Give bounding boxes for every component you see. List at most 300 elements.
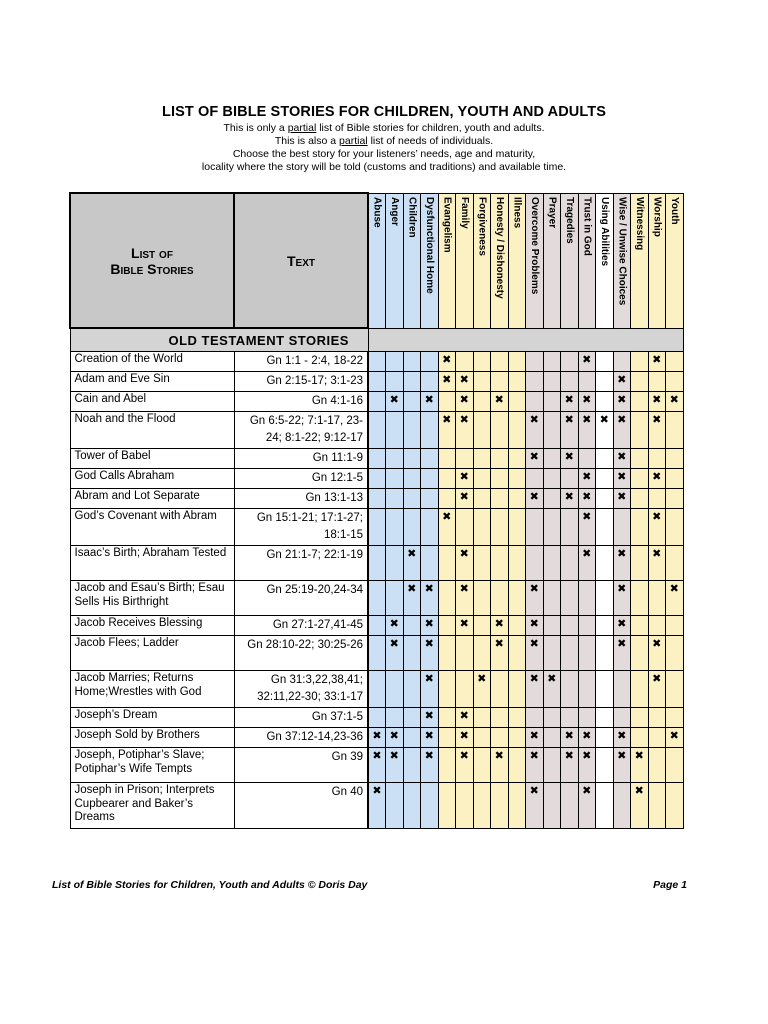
check-mark-icon: ✖ [421, 636, 439, 671]
mark-cell [368, 469, 386, 489]
story-title: Jacob Receives Blessing [70, 616, 234, 636]
mark-cell [561, 616, 579, 636]
mark-cell [386, 581, 404, 616]
check-mark-icon: ✖ [368, 783, 386, 829]
mark-cell [526, 352, 544, 372]
mark-cell [421, 449, 439, 469]
check-mark-icon: ✖ [561, 449, 579, 469]
mark-cell [491, 412, 509, 449]
mark-cell [403, 449, 421, 469]
mark-cell [473, 636, 491, 671]
mark-cell [578, 671, 596, 708]
mark-cell [666, 469, 684, 489]
mark-cell [508, 636, 526, 671]
column-header: Family [456, 193, 474, 328]
mark-cell [543, 489, 561, 509]
mark-cell [473, 581, 491, 616]
check-mark-icon: ✖ [648, 469, 666, 489]
story-title: Cain and Abel [70, 392, 234, 412]
mark-cell [508, 671, 526, 708]
mark-cell [508, 372, 526, 392]
check-mark-icon: ✖ [561, 412, 579, 449]
mark-cell [473, 546, 491, 581]
mark-cell [368, 489, 386, 509]
check-mark-icon: ✖ [386, 728, 404, 748]
scripture-reference: Gn 39 [234, 748, 368, 783]
text-header: Text [234, 193, 368, 328]
check-mark-icon: ✖ [648, 671, 666, 708]
check-mark-icon: ✖ [613, 616, 631, 636]
column-header: Trust in God [578, 193, 596, 328]
mark-cell [456, 352, 474, 372]
mark-cell [561, 509, 579, 546]
check-mark-icon: ✖ [526, 489, 544, 509]
check-mark-icon: ✖ [421, 748, 439, 783]
mark-cell [631, 708, 649, 728]
mark-cell [386, 671, 404, 708]
mark-cell [543, 352, 561, 372]
check-mark-icon: ✖ [438, 352, 456, 372]
mark-cell [403, 372, 421, 392]
scripture-reference: Gn 27:1-27,41-45 [234, 616, 368, 636]
check-mark-icon: ✖ [368, 728, 386, 748]
check-mark-icon: ✖ [613, 469, 631, 489]
mark-cell [368, 509, 386, 546]
mark-cell [508, 546, 526, 581]
check-mark-icon: ✖ [578, 509, 596, 546]
column-header: Youth [666, 193, 684, 328]
story-title: God’s Covenant with Abram [70, 509, 234, 546]
table-row [70, 581, 683, 616]
mark-cell [596, 392, 614, 412]
table-header-row [70, 193, 683, 328]
check-mark-icon: ✖ [648, 546, 666, 581]
mark-cell [526, 708, 544, 728]
mark-cell [596, 489, 614, 509]
list-header: List of Bible Stories [70, 193, 234, 328]
mark-cell [666, 783, 684, 829]
check-mark-icon: ✖ [526, 449, 544, 469]
mark-cell [368, 372, 386, 392]
scripture-reference: Gn 15:1-21; 17:1-27; 18:1-15 [234, 509, 368, 546]
check-mark-icon: ✖ [386, 392, 404, 412]
mark-cell [368, 636, 386, 671]
section-label: OLD TESTAMENT STORIES [70, 328, 368, 352]
mark-cell [438, 581, 456, 616]
scripture-reference: Gn 40 [234, 783, 368, 829]
mark-cell [403, 392, 421, 412]
check-mark-icon: ✖ [578, 489, 596, 509]
mark-cell [491, 372, 509, 392]
check-mark-icon: ✖ [526, 636, 544, 671]
mark-cell [631, 509, 649, 546]
mark-cell [561, 581, 579, 616]
table-row [70, 489, 683, 509]
check-mark-icon: ✖ [526, 748, 544, 783]
mark-cell [561, 372, 579, 392]
check-mark-icon: ✖ [578, 748, 596, 783]
mark-cell [631, 352, 649, 372]
mark-cell [596, 616, 614, 636]
table-row [70, 546, 683, 581]
check-mark-icon: ✖ [648, 352, 666, 372]
page-footer [52, 879, 687, 891]
check-mark-icon: ✖ [403, 546, 421, 581]
mark-cell [473, 372, 491, 392]
check-mark-icon: ✖ [491, 392, 509, 412]
check-mark-icon: ✖ [386, 748, 404, 783]
mark-cell [421, 783, 439, 829]
subtitle-line-3: Choose the best story for your listeners’ needs, age and maturity, [232, 148, 536, 160]
table-row [70, 636, 683, 671]
check-mark-icon: ✖ [526, 728, 544, 748]
mark-cell [596, 636, 614, 671]
mark-cell [596, 671, 614, 708]
mark-cell [403, 509, 421, 546]
mark-cell [631, 546, 649, 581]
mark-cell [526, 469, 544, 489]
story-title: Tower of Babel [70, 449, 234, 469]
mark-cell [578, 636, 596, 671]
mark-cell [543, 469, 561, 489]
scripture-reference: Gn 31:3,22,38,41; 32:11,22-30; 33:1-17 [234, 671, 368, 708]
mark-cell [631, 489, 649, 509]
mark-cell [613, 671, 631, 708]
story-title: Jacob Flees; Ladder [70, 636, 234, 671]
mark-cell [543, 728, 561, 748]
check-mark-icon: ✖ [648, 636, 666, 671]
mark-cell [666, 449, 684, 469]
check-mark-icon: ✖ [596, 412, 614, 449]
check-mark-icon: ✖ [526, 412, 544, 449]
mark-cell [526, 509, 544, 546]
mark-cell [508, 469, 526, 489]
column-header: Wise / Unwise Choices [613, 193, 631, 328]
check-mark-icon: ✖ [578, 392, 596, 412]
mark-cell [508, 748, 526, 783]
mark-cell [596, 708, 614, 728]
table-row [70, 412, 683, 449]
mark-cell [508, 392, 526, 412]
mark-cell [421, 372, 439, 392]
check-mark-icon: ✖ [578, 783, 596, 829]
check-mark-icon: ✖ [578, 412, 596, 449]
check-mark-icon: ✖ [456, 581, 474, 616]
page-number: Page 1 [653, 879, 687, 891]
check-mark-icon: ✖ [526, 671, 544, 708]
story-title: Jacob Marries; Returns Home;Wrestles with God [70, 671, 234, 708]
mark-cell [666, 748, 684, 783]
mark-cell [631, 392, 649, 412]
mark-cell [368, 708, 386, 728]
footer-text: List of Bible Stories for Children, Youth and Adults © Doris Day [52, 879, 368, 891]
scripture-reference: Gn 4:1-16 [234, 392, 368, 412]
check-mark-icon: ✖ [648, 412, 666, 449]
column-header: Evangelism [438, 193, 456, 328]
mark-cell [473, 469, 491, 489]
mark-cell [368, 352, 386, 372]
mark-cell [543, 636, 561, 671]
mark-cell [666, 352, 684, 372]
mark-cell [613, 509, 631, 546]
check-mark-icon: ✖ [456, 546, 474, 581]
check-mark-icon: ✖ [438, 509, 456, 546]
mark-cell [561, 671, 579, 708]
check-mark-icon: ✖ [666, 392, 684, 412]
page-title: LIST OF BIBLE STORIES FOR CHILDREN, YOUTH AND ADULTS [162, 104, 606, 120]
mark-cell [596, 469, 614, 489]
check-mark-icon: ✖ [386, 636, 404, 671]
mark-cell [491, 352, 509, 372]
check-mark-icon: ✖ [456, 489, 474, 509]
check-mark-icon: ✖ [438, 372, 456, 392]
story-title: Joseph’s Dream [70, 708, 234, 728]
check-mark-icon: ✖ [386, 616, 404, 636]
mark-cell [438, 708, 456, 728]
mark-cell [438, 636, 456, 671]
mark-cell [473, 616, 491, 636]
check-mark-icon: ✖ [526, 581, 544, 616]
mark-cell [543, 449, 561, 469]
subtitle [0, 122, 768, 174]
story-title: Joseph Sold by Brothers [70, 728, 234, 748]
mark-cell [543, 392, 561, 412]
mark-cell [543, 616, 561, 636]
check-mark-icon: ✖ [456, 392, 474, 412]
mark-cell [596, 748, 614, 783]
check-mark-icon: ✖ [456, 469, 474, 489]
check-mark-icon: ✖ [561, 489, 579, 509]
mark-cell [526, 546, 544, 581]
mark-cell [508, 616, 526, 636]
mark-cell [491, 581, 509, 616]
mark-cell [543, 546, 561, 581]
mark-cell [491, 783, 509, 829]
check-mark-icon: ✖ [613, 392, 631, 412]
check-mark-icon: ✖ [491, 636, 509, 671]
mark-cell [386, 783, 404, 829]
mark-cell [403, 489, 421, 509]
check-mark-icon: ✖ [648, 392, 666, 412]
mark-cell [666, 489, 684, 509]
column-header: Worship [648, 193, 666, 328]
mark-cell [421, 352, 439, 372]
check-mark-icon: ✖ [456, 748, 474, 783]
check-mark-icon: ✖ [613, 728, 631, 748]
mark-cell [491, 449, 509, 469]
mark-cell [631, 372, 649, 392]
mark-cell [508, 352, 526, 372]
story-title: Creation of the World [70, 352, 234, 372]
mark-cell [438, 728, 456, 748]
mark-cell [648, 728, 666, 748]
mark-cell [403, 728, 421, 748]
mark-cell [666, 546, 684, 581]
story-title: Abram and Lot Separate [70, 489, 234, 509]
mark-cell [386, 352, 404, 372]
mark-cell [578, 449, 596, 469]
scripture-reference: Gn 25:19-20,24-34 [234, 581, 368, 616]
mark-cell [421, 469, 439, 489]
scripture-reference: Gn 1:1 - 2:4, 18-22 [234, 352, 368, 372]
check-mark-icon: ✖ [403, 581, 421, 616]
mark-cell [578, 708, 596, 728]
table-row [70, 469, 683, 489]
mark-cell [561, 783, 579, 829]
mark-cell [631, 469, 649, 489]
check-mark-icon: ✖ [543, 671, 561, 708]
column-header: Forgiveness [473, 193, 491, 328]
mark-cell [543, 708, 561, 728]
bible-stories-table [69, 192, 684, 829]
mark-cell [438, 469, 456, 489]
column-header: Children [403, 193, 421, 328]
mark-cell [456, 671, 474, 708]
mark-cell [613, 708, 631, 728]
column-header: Tragedies [561, 193, 579, 328]
section-row [70, 328, 683, 352]
mark-cell [386, 412, 404, 449]
scripture-reference: Gn 11:1-9 [234, 449, 368, 469]
check-mark-icon: ✖ [456, 372, 474, 392]
mark-cell [526, 372, 544, 392]
check-mark-icon: ✖ [421, 728, 439, 748]
mark-cell [473, 783, 491, 829]
story-title: Isaac’s Birth; Abraham Tested [70, 546, 234, 581]
section-fill [368, 328, 683, 352]
table-row [70, 783, 683, 829]
mark-cell [368, 449, 386, 469]
mark-cell [473, 489, 491, 509]
mark-cell [456, 449, 474, 469]
mark-cell [508, 581, 526, 616]
column-header: Anger [386, 193, 404, 328]
mark-cell [666, 509, 684, 546]
mark-cell [403, 412, 421, 449]
column-header: Witnessing [631, 193, 649, 328]
mark-cell [438, 546, 456, 581]
table-row [70, 509, 683, 546]
check-mark-icon: ✖ [473, 671, 491, 708]
mark-cell [648, 581, 666, 616]
mark-cell [368, 392, 386, 412]
table-row [70, 671, 683, 708]
mark-cell [438, 489, 456, 509]
check-mark-icon: ✖ [648, 509, 666, 546]
check-mark-icon: ✖ [666, 728, 684, 748]
mark-cell [473, 748, 491, 783]
story-title: Noah and the Flood [70, 412, 234, 449]
check-mark-icon: ✖ [613, 636, 631, 671]
mark-cell [456, 509, 474, 546]
table-row [70, 748, 683, 783]
mark-cell [596, 546, 614, 581]
mark-cell [368, 616, 386, 636]
check-mark-icon: ✖ [613, 748, 631, 783]
check-mark-icon: ✖ [631, 783, 649, 829]
mark-cell [666, 372, 684, 392]
mark-cell [473, 449, 491, 469]
mark-cell [421, 509, 439, 546]
table-row [70, 372, 683, 392]
mark-cell [386, 372, 404, 392]
mark-cell [386, 708, 404, 728]
table-row [70, 352, 683, 372]
check-mark-icon: ✖ [421, 671, 439, 708]
check-mark-icon: ✖ [561, 748, 579, 783]
check-mark-icon: ✖ [438, 412, 456, 449]
mark-cell [403, 708, 421, 728]
scripture-reference: Gn 12:1-5 [234, 469, 368, 489]
mark-cell [473, 412, 491, 449]
mark-cell [438, 783, 456, 829]
mark-cell [491, 708, 509, 728]
mark-cell [421, 546, 439, 581]
check-mark-icon: ✖ [526, 783, 544, 829]
mark-cell [596, 352, 614, 372]
mark-cell [561, 546, 579, 581]
mark-cell [403, 636, 421, 671]
scripture-reference: Gn 21:1-7; 22:1-19 [234, 546, 368, 581]
mark-cell [438, 671, 456, 708]
mark-cell [561, 708, 579, 728]
story-title: Adam and Eve Sin [70, 372, 234, 392]
mark-cell [578, 616, 596, 636]
mark-cell [421, 412, 439, 449]
mark-cell [596, 449, 614, 469]
column-header: Overcome Problems [526, 193, 544, 328]
mark-cell [526, 392, 544, 412]
check-mark-icon: ✖ [368, 748, 386, 783]
mark-cell [508, 783, 526, 829]
mark-cell [578, 372, 596, 392]
check-mark-icon: ✖ [578, 352, 596, 372]
mark-cell [596, 581, 614, 616]
mark-cell [386, 449, 404, 469]
mark-cell [648, 372, 666, 392]
mark-cell [368, 581, 386, 616]
mark-cell [508, 412, 526, 449]
check-mark-icon: ✖ [491, 616, 509, 636]
check-mark-icon: ✖ [578, 469, 596, 489]
mark-cell [666, 636, 684, 671]
mark-cell [368, 546, 386, 581]
mark-cell [403, 748, 421, 783]
mark-cell [403, 616, 421, 636]
mark-cell [368, 412, 386, 449]
mark-cell [543, 748, 561, 783]
subtitle-line-4: locality where the story will be told (customs and traditions) and available time. [201, 161, 567, 173]
mark-cell [403, 352, 421, 372]
table-row [70, 728, 683, 748]
mark-cell [473, 392, 491, 412]
mark-cell [561, 636, 579, 671]
mark-cell [508, 489, 526, 509]
table-row [70, 708, 683, 728]
column-header: Prayer [543, 193, 561, 328]
subtitle-line-1: This is only a partial list of Bible stories for children, youth and adults. [223, 122, 545, 134]
mark-cell [386, 509, 404, 546]
mark-cell [438, 748, 456, 783]
table-row [70, 449, 683, 469]
check-mark-icon: ✖ [613, 489, 631, 509]
scripture-reference: Gn 6:5-22; 7:1-17, 23-24; 8:1-22; 9:12-17 [234, 412, 368, 449]
story-title: Jacob and Esau’s Birth; Esau Sells His Birthright [70, 581, 234, 616]
mark-cell [543, 783, 561, 829]
check-mark-icon: ✖ [421, 392, 439, 412]
mark-cell [666, 671, 684, 708]
mark-cell [596, 509, 614, 546]
